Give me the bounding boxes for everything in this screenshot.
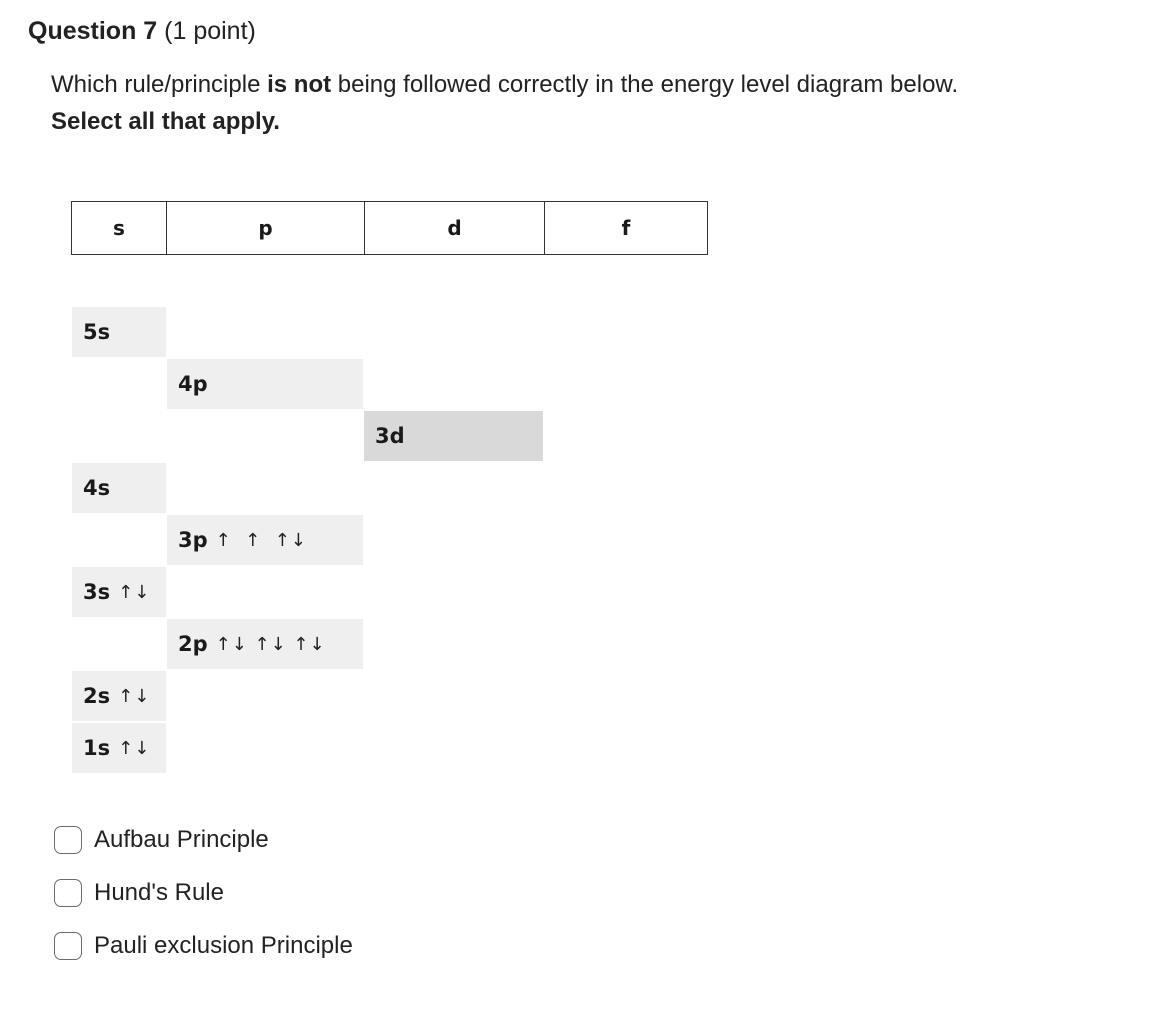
question-text-instruction: Select all that apply. bbox=[51, 108, 280, 135]
question-text-part1: Which rule/principle bbox=[51, 71, 268, 98]
electron-arrows: ↑↓ ↑↓ ↑↓ bbox=[215, 633, 326, 655]
option-aufbau-label[interactable]: Aufbau Principle bbox=[94, 826, 269, 853]
option-pauli-checkbox[interactable] bbox=[54, 932, 82, 960]
level-1s bbox=[72, 723, 166, 773]
electron-arrows: ↑↓ bbox=[118, 581, 151, 603]
level-label: 1s bbox=[83, 736, 111, 760]
option-pauli-label[interactable]: Pauli exclusion Principle bbox=[94, 932, 353, 959]
question-title bbox=[28, 14, 256, 48]
level-2s bbox=[72, 671, 166, 721]
level-3s bbox=[72, 567, 166, 617]
option-pauli[interactable] bbox=[54, 930, 353, 962]
electron-arrows: ↑ ↑ ↑↓ bbox=[215, 529, 307, 551]
level-3d bbox=[364, 411, 543, 461]
level-2p bbox=[167, 619, 363, 669]
question-number: Question 7 bbox=[28, 17, 158, 45]
question-text-part2: being followed correctly in the energy level diagram below. bbox=[331, 71, 959, 98]
level-4s bbox=[72, 463, 166, 513]
header-d: d bbox=[365, 202, 545, 255]
level-label: 5s bbox=[83, 320, 111, 344]
header-p: p bbox=[167, 202, 365, 255]
electron-arrows: ↑↓ bbox=[118, 685, 151, 707]
question-text-emphasis: is not bbox=[267, 71, 332, 98]
option-hunds-rule[interactable] bbox=[54, 877, 224, 909]
option-hunds-rule-label[interactable]: Hund's Rule bbox=[94, 879, 224, 906]
question-points: (1 point) bbox=[164, 17, 256, 45]
question-text bbox=[51, 66, 1011, 140]
option-hunds-rule-checkbox[interactable] bbox=[54, 879, 82, 907]
option-aufbau[interactable] bbox=[54, 824, 269, 856]
level-label: 3d bbox=[375, 424, 405, 448]
header-s: s bbox=[72, 202, 167, 255]
header-f: f bbox=[545, 202, 708, 255]
level-3p bbox=[167, 515, 363, 565]
level-label: 2p bbox=[178, 632, 208, 656]
level-label: 3p bbox=[178, 528, 208, 552]
electron-arrows: ↑↓ bbox=[118, 737, 151, 759]
level-label: 3s bbox=[83, 580, 111, 604]
level-label: 4s bbox=[83, 476, 111, 500]
sublevel-header-table bbox=[71, 201, 708, 255]
level-5s bbox=[72, 307, 166, 357]
level-4p bbox=[167, 359, 363, 409]
level-label: 2s bbox=[83, 684, 111, 708]
option-aufbau-checkbox[interactable] bbox=[54, 826, 82, 854]
level-label: 4p bbox=[178, 372, 208, 396]
